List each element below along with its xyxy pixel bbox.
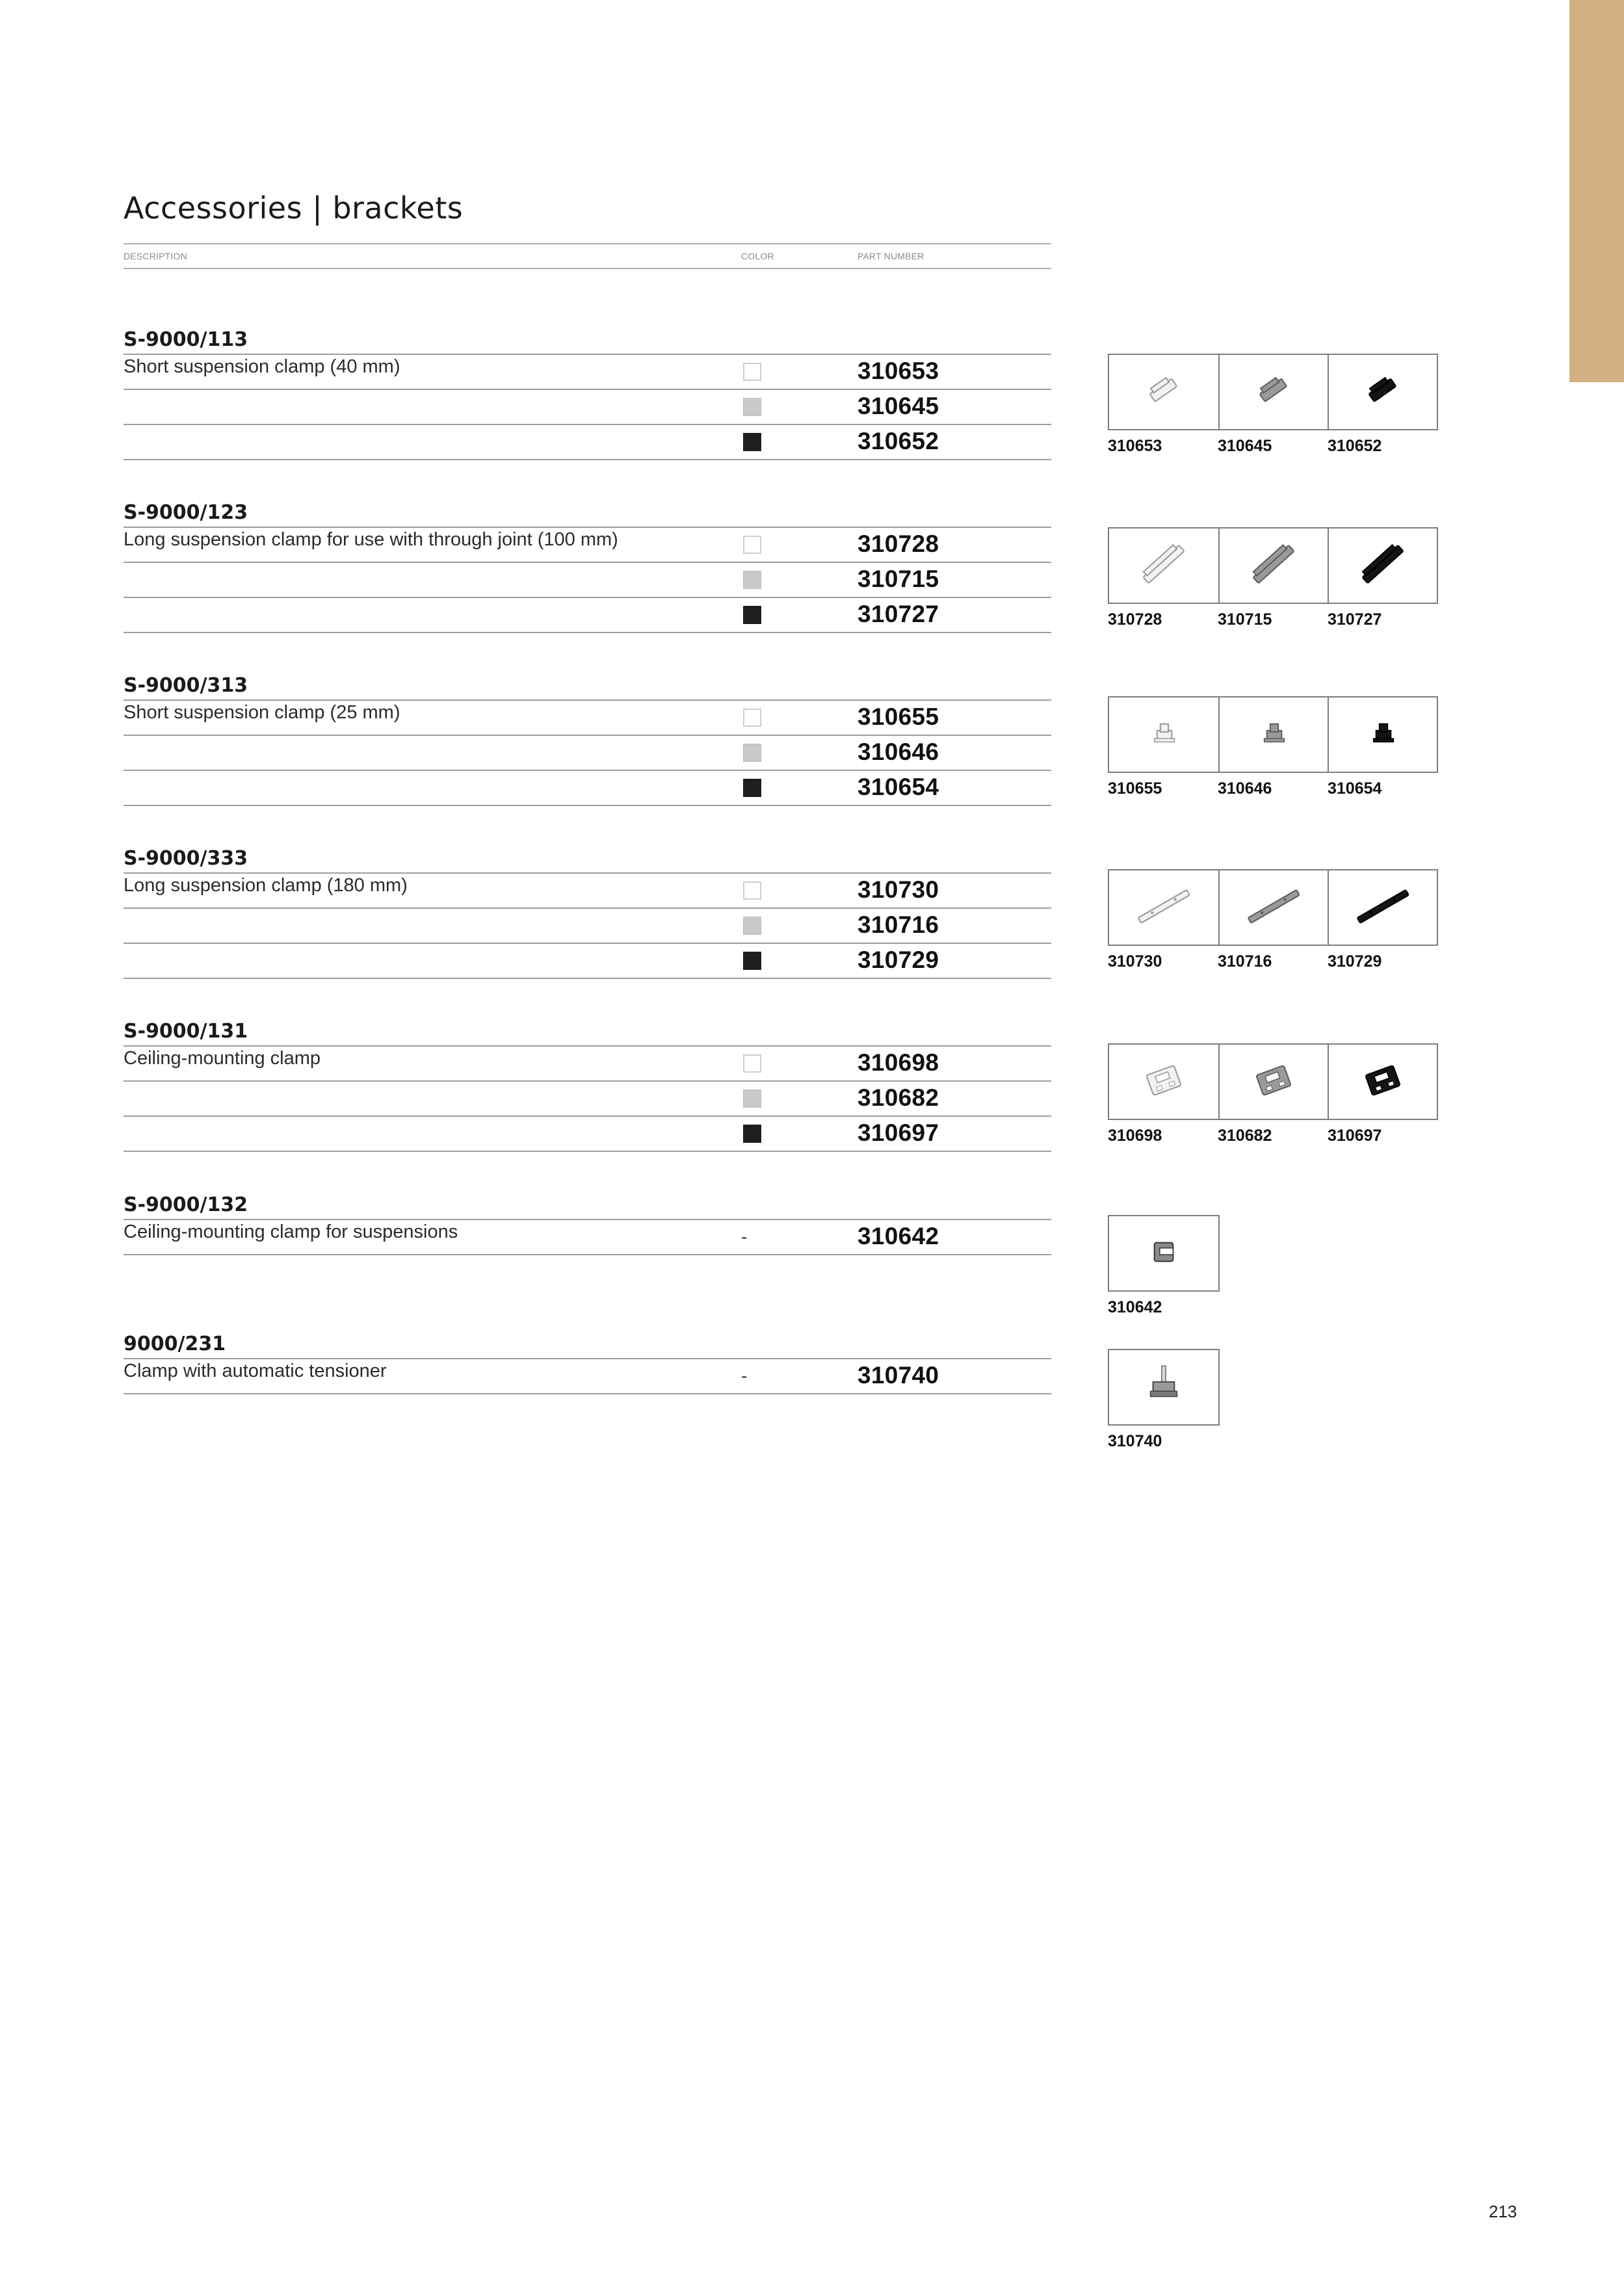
product-description: Ceiling-mounting clamp — [124, 1048, 321, 1069]
row-rule — [124, 389, 1051, 390]
tensioner-clamp-icon — [1128, 1359, 1199, 1415]
row-rule — [124, 354, 1051, 355]
color-swatch-black — [743, 779, 761, 797]
row-rule — [124, 872, 1051, 874]
product-thumbnail — [1109, 1350, 1218, 1424]
product-code: S-9000/333 — [124, 847, 248, 870]
product-thumbnail — [1109, 870, 1218, 945]
product-description: Clamp with automatic tensioner — [124, 1361, 387, 1381]
part-number: 310716 — [858, 911, 939, 938]
ceiling-clamp-icon — [1238, 1054, 1309, 1110]
product-thumbnail — [1109, 528, 1218, 603]
header-top-rule — [124, 243, 1051, 244]
product-description: Long suspension clamp for use with through joint (100 mm) — [124, 529, 618, 550]
header-bottom-rule — [124, 268, 1051, 269]
thumbnail-label: 310652 — [1328, 437, 1382, 455]
row-rule — [124, 424, 1051, 425]
part-number: 310642 — [858, 1223, 939, 1249]
long-clamp-icon — [1238, 538, 1309, 594]
product-code: S-9000/123 — [124, 501, 248, 524]
thumbnail-label: 310698 — [1108, 1127, 1162, 1145]
product-thumbnail — [1218, 698, 1328, 772]
thumbnail-strip — [1108, 869, 1438, 946]
thumbnail-label: 310697 — [1328, 1127, 1382, 1145]
color-none: - — [741, 1366, 748, 1386]
row-rule — [124, 1045, 1051, 1047]
color-swatch-black — [743, 433, 761, 451]
small-clamp-icon — [1128, 707, 1199, 763]
thumbnail-label: 310645 — [1218, 437, 1272, 455]
thumbnail-strip — [1108, 1043, 1438, 1120]
header-description: DESCRIPTION — [124, 251, 187, 261]
row-rule — [124, 632, 1051, 633]
product-code: 9000/231 — [124, 1333, 226, 1355]
thumbnail-strip — [1108, 1349, 1220, 1426]
color-swatch-grey — [743, 1089, 761, 1108]
row-rule — [124, 1080, 1051, 1082]
short-clamp-icon — [1238, 364, 1309, 420]
product-code: S-9000/131 — [124, 1020, 248, 1043]
part-number: 310727 — [858, 601, 939, 627]
thumbnail-label: 310653 — [1108, 437, 1162, 455]
small-clamp-icon — [1238, 707, 1309, 763]
thumbnail-label: 310646 — [1218, 779, 1272, 798]
short-clamp-icon — [1128, 364, 1199, 420]
extra-long-clamp-icon — [1128, 880, 1199, 935]
thumbnail-strip — [1108, 696, 1438, 773]
ceiling-clamp-icon — [1347, 1054, 1419, 1110]
product-code: S-9000/113 — [124, 328, 248, 351]
thumbnail-label: 310716 — [1218, 952, 1272, 971]
product-thumbnail — [1218, 870, 1328, 945]
suspension-clamp-icon — [1128, 1225, 1199, 1281]
thumbnail-label: 310729 — [1328, 952, 1382, 971]
color-swatch-grey — [743, 398, 761, 416]
part-number: 310654 — [858, 774, 939, 800]
product-thumbnail — [1109, 1045, 1218, 1119]
row-rule — [124, 735, 1051, 736]
row-rule — [124, 597, 1051, 598]
row-rule — [124, 978, 1051, 979]
thumbnail-label: 310682 — [1218, 1127, 1272, 1145]
color-swatch-black — [743, 952, 761, 970]
thumbnail-label: 310727 — [1328, 610, 1382, 629]
thumbnail-label: 310728 — [1108, 610, 1162, 629]
part-number: 310655 — [858, 703, 939, 730]
page-number: 213 — [1489, 2202, 1517, 2221]
page-title: Accessories | brackets — [124, 190, 464, 226]
product-thumbnail — [1328, 528, 1437, 603]
row-rule — [124, 459, 1051, 460]
thumbnail-label: 310740 — [1108, 1432, 1162, 1450]
row-rule — [124, 770, 1051, 771]
part-number: 310740 — [858, 1362, 939, 1389]
product-thumbnail — [1328, 870, 1437, 945]
product-thumbnail — [1218, 528, 1328, 603]
row-rule — [124, 1358, 1051, 1359]
thumbnail-strip — [1108, 527, 1438, 604]
row-rule — [124, 1219, 1051, 1220]
product-code: S-9000/313 — [124, 674, 248, 697]
product-code: S-9000/132 — [124, 1194, 248, 1216]
product-thumbnail — [1328, 355, 1437, 429]
color-swatch-white — [743, 709, 761, 727]
part-number: 310728 — [858, 530, 939, 557]
product-description: Short suspension clamp (25 mm) — [124, 702, 400, 723]
color-swatch-grey — [743, 744, 761, 762]
part-number: 310715 — [858, 566, 939, 592]
section-tab — [1569, 0, 1624, 382]
part-number: 310653 — [858, 358, 939, 384]
color-swatch-white — [743, 1054, 761, 1073]
part-number: 310730 — [858, 876, 939, 903]
row-rule — [124, 527, 1051, 528]
part-number: 310652 — [858, 428, 939, 454]
part-number: 310697 — [858, 1119, 939, 1146]
thumbnail-strip — [1108, 1215, 1220, 1292]
product-description: Long suspension clamp (180 mm) — [124, 875, 408, 896]
product-thumbnail — [1328, 1045, 1437, 1119]
product-thumbnail — [1218, 355, 1328, 429]
row-rule — [124, 1254, 1051, 1255]
product-thumbnail — [1109, 1216, 1218, 1290]
part-number: 310729 — [858, 946, 939, 973]
thumbnail-label: 310642 — [1108, 1298, 1162, 1316]
product-thumbnail — [1328, 698, 1437, 772]
color-swatch-white — [743, 363, 761, 381]
thumbnail-strip — [1108, 354, 1438, 430]
color-swatch-black — [743, 606, 761, 624]
extra-long-clamp-icon — [1347, 880, 1419, 935]
color-swatch-grey — [743, 571, 761, 589]
header-color: COLOR — [741, 251, 774, 261]
part-number: 310698 — [858, 1049, 939, 1076]
row-rule — [124, 1151, 1051, 1152]
part-number: 310646 — [858, 738, 939, 765]
color-swatch-grey — [743, 917, 761, 935]
part-number: 310682 — [858, 1084, 939, 1111]
thumbnail-label: 310715 — [1218, 610, 1272, 629]
thumbnail-label: 310655 — [1108, 779, 1162, 798]
thumbnail-label: 310730 — [1108, 952, 1162, 971]
part-number: 310645 — [858, 393, 939, 419]
color-swatch-black — [743, 1125, 761, 1143]
row-rule — [124, 1393, 1051, 1394]
thumbnail-label: 310654 — [1328, 779, 1382, 798]
product-thumbnail — [1109, 355, 1218, 429]
row-rule — [124, 805, 1051, 806]
row-rule — [124, 943, 1051, 944]
long-clamp-icon — [1128, 538, 1199, 594]
row-rule — [124, 1115, 1051, 1117]
color-none: - — [741, 1227, 748, 1247]
small-clamp-icon — [1347, 707, 1419, 763]
row-rule — [124, 699, 1051, 701]
product-description: Short suspension clamp (40 mm) — [124, 356, 400, 377]
ceiling-clamp-icon — [1128, 1054, 1199, 1110]
product-thumbnail — [1218, 1045, 1328, 1119]
long-clamp-icon — [1347, 538, 1419, 594]
row-rule — [124, 907, 1051, 909]
extra-long-clamp-icon — [1238, 880, 1309, 935]
color-swatch-white — [743, 536, 761, 554]
product-thumbnail — [1109, 698, 1218, 772]
color-swatch-white — [743, 881, 761, 900]
short-clamp-icon — [1347, 364, 1419, 420]
row-rule — [124, 562, 1051, 563]
product-description: Ceiling-mounting clamp for suspensions — [124, 1221, 458, 1242]
header-part-number: PART NUMBER — [858, 251, 924, 261]
